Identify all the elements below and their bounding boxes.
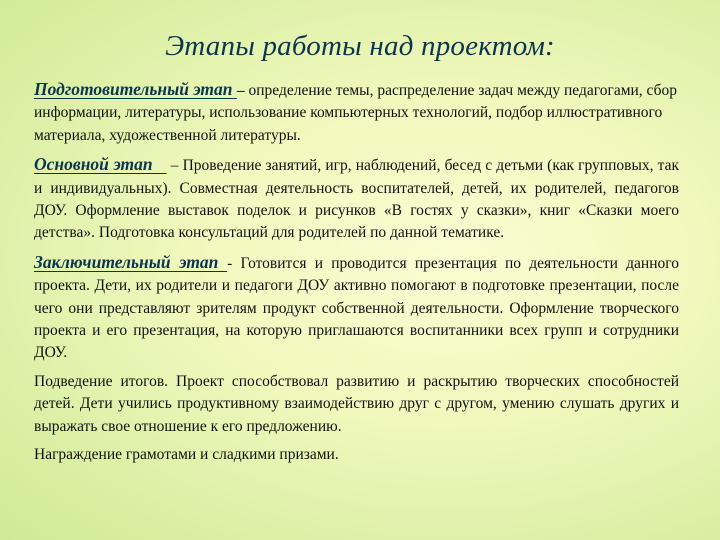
awards-paragraph: Награждение грамотами и сладкими призами.	[34, 446, 339, 464]
slide-title: Этапы работы над проектом:	[165, 30, 555, 62]
stage-heading-preparatory: Подготовительный этап	[34, 79, 237, 99]
stage-main	[34, 153, 679, 245]
stage-text-final: Готовится и проводится презентация по деятельности данного проекта. Дети, их родители и педагоги ДОУ активно помогают в подготовке презентации, после чего они представляют зрителям продукт собственной деятельности. Оформление творческого проекта и его презентация, на которую приглашаются воспитанники всех групп и сотрудники ДОУ.	[34, 254, 679, 362]
slide-content	[34, 78, 679, 473]
stage-text-preparatory: определение темы, распределение задач между педагогами, сбор информации, литературы, использование компьютерных технологий, подбор иллюстративного материала, художественной литературы.	[34, 82, 678, 144]
stage-separator: –	[236, 82, 249, 99]
stage-preparatory	[34, 78, 679, 147]
summary-paragraph: Подведение итогов. Проект способствовал развитию и раскрытию творческих способностей детей. Дети учились продуктивному взаимодействию друг с другом, умению слушать других и выражать свое отношение к его предложению.	[34, 372, 679, 435]
stage-final	[34, 251, 679, 365]
stage-heading-main: Основной этап	[34, 154, 167, 175]
stage-separator: -	[227, 254, 241, 272]
stage-separator: –	[166, 157, 183, 175]
stage-heading-final: Заключительный этап	[34, 251, 228, 272]
stage-text-main: Проведение занятий, игр, наблюдений, бесед с детьми (как групповых, так и индивидуальных). Совместная деятельность воспитателей, детей, их родителей, педагогов ДОУ. Оформление выставок поделок и рисунков «В гостях у сказки», книг «Сказки моего детства». Подготовка консультаций для родителей по данной тематике.	[34, 157, 680, 242]
